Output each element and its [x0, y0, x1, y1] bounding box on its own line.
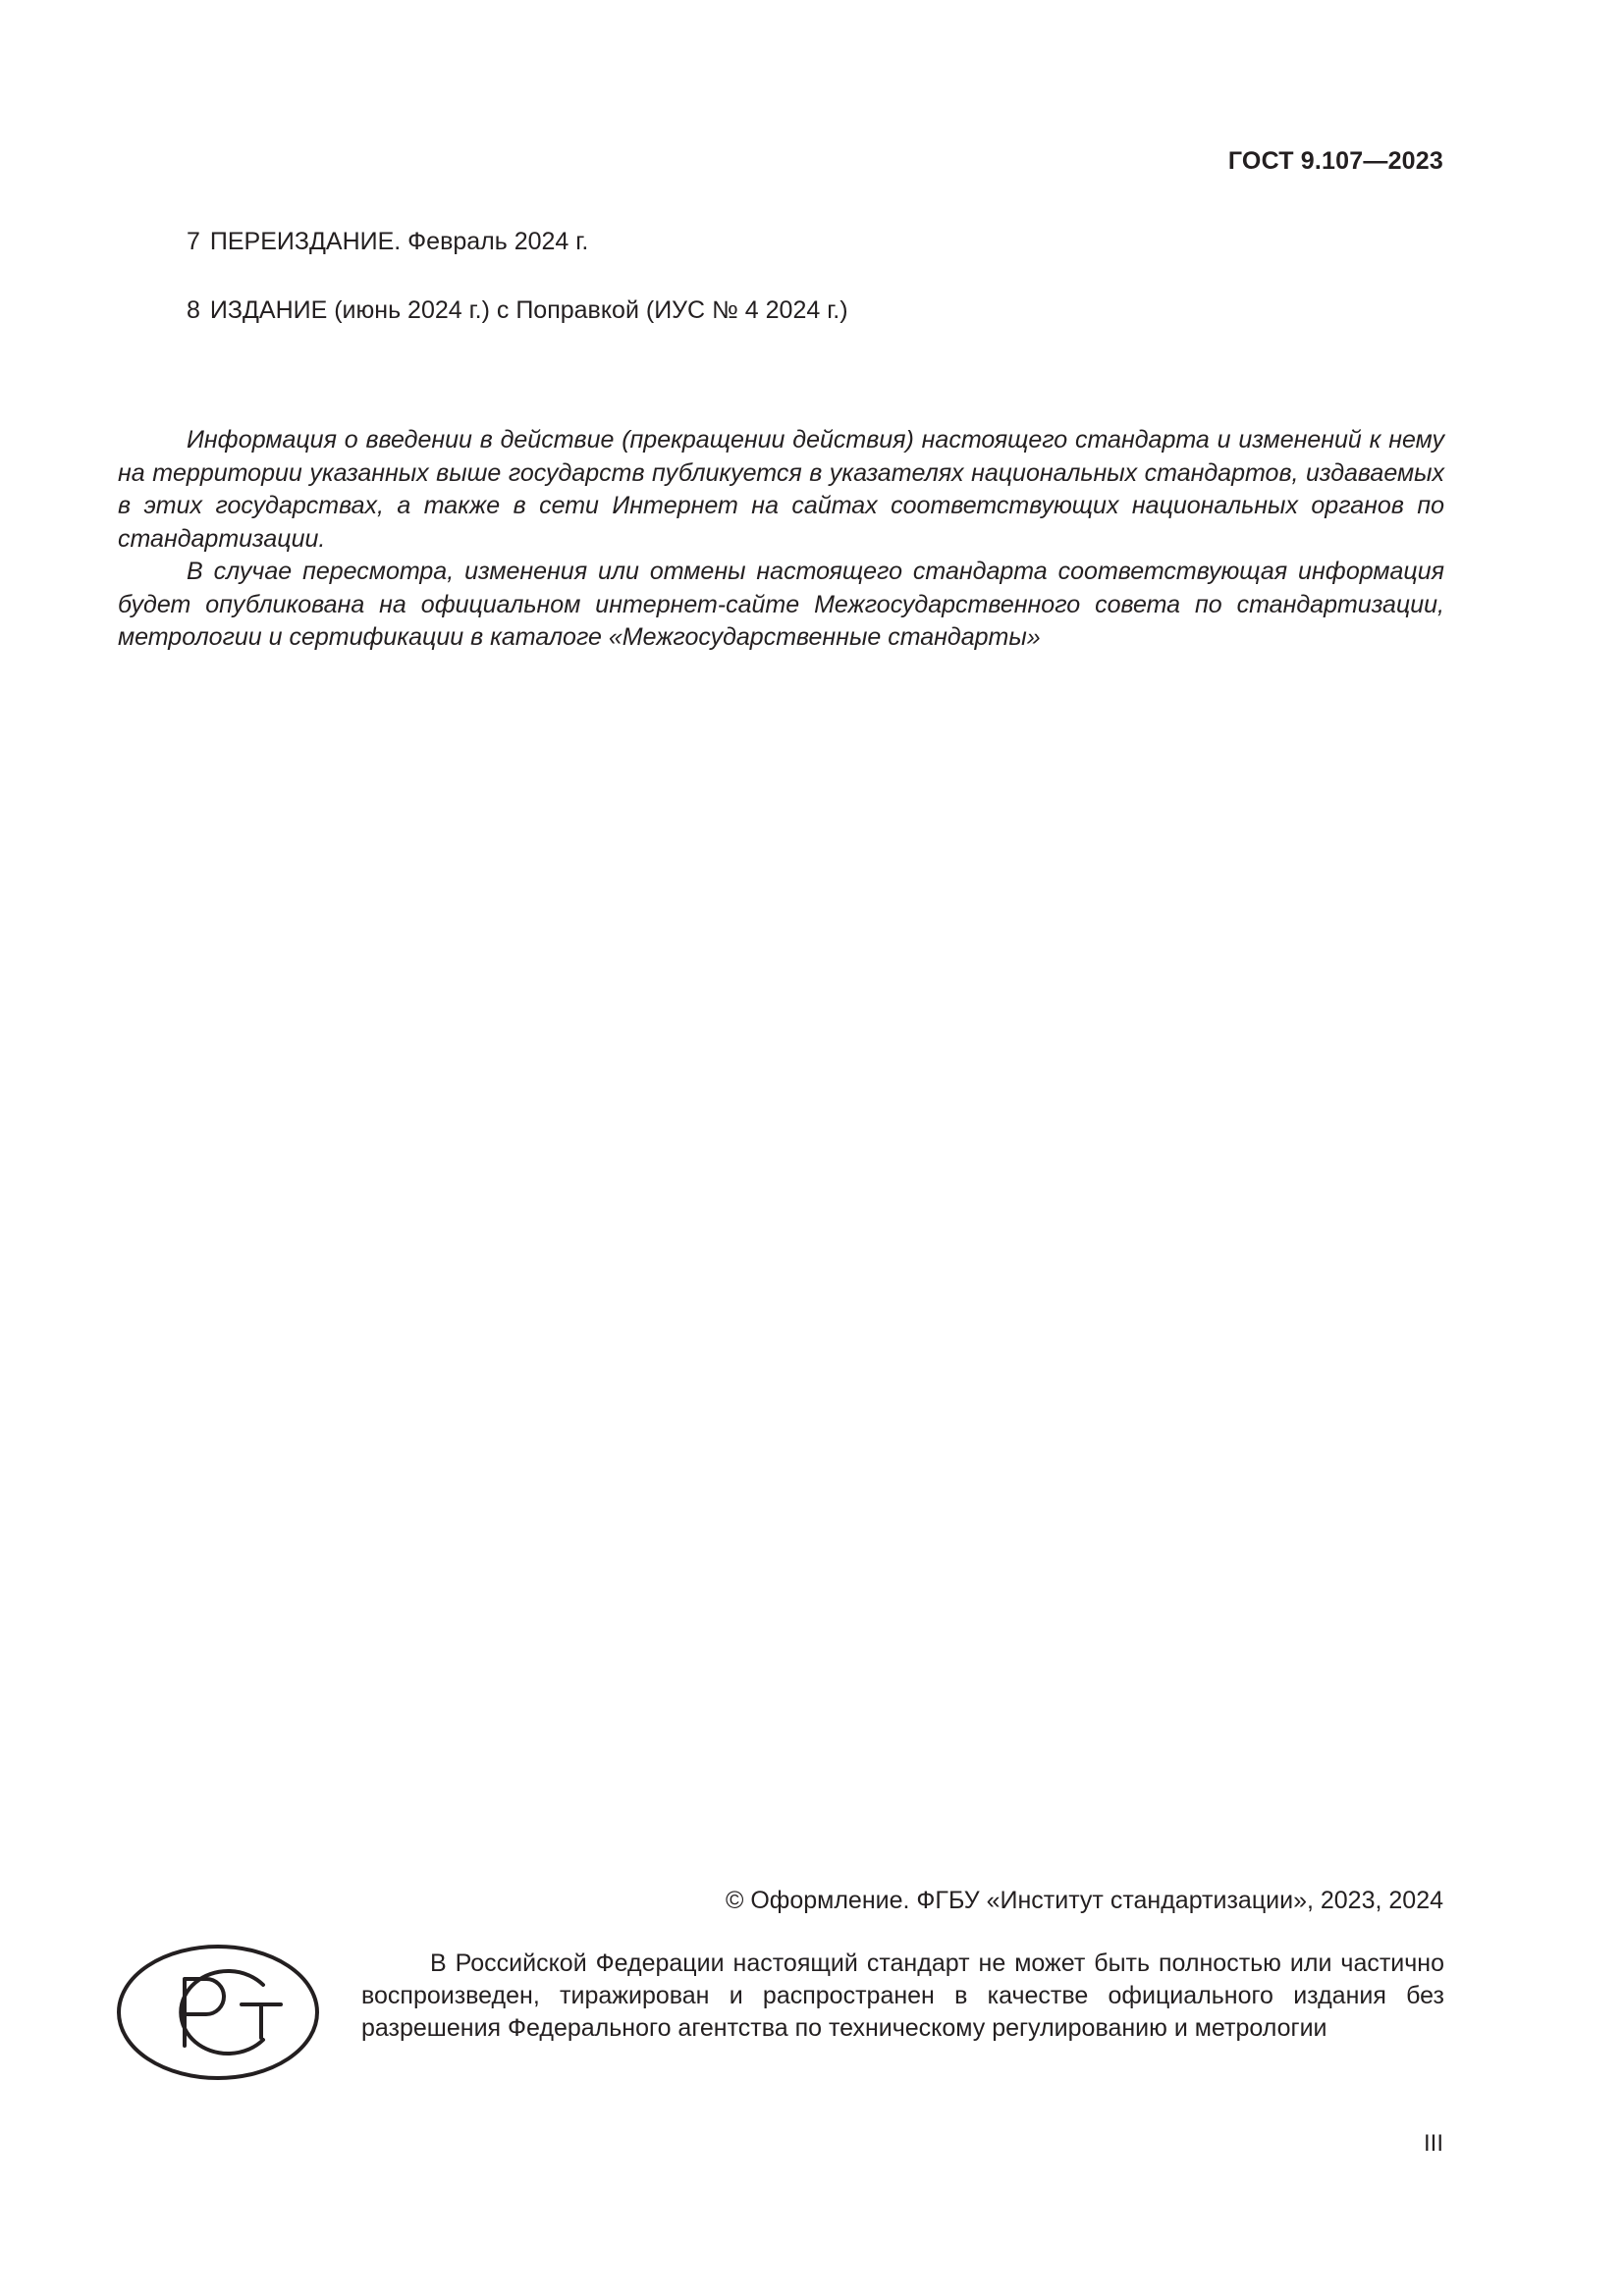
edition-text: ИЗДАНИЕ (июнь 2024 г.) с Поправкой (ИУС № 4 2024 г.) — [209, 296, 848, 324]
info-paragraph: Информация о введении в действие (прекращении действия) настоящего стандарта и изменений к нему на территории указанных выше государств публикуется в указателях национальных стандартов, издаваемых в этих государствах, а также в сети Интернет на сайтах соответствующих национальных органов по стандартизации. — [118, 426, 1444, 553]
edition-item — [187, 296, 848, 325]
rst-certification-mark-icon — [116, 1944, 320, 2081]
standard-code: ГОСТ 9.107—2023 — [1227, 147, 1443, 175]
rights-notice: В Российской Федерации настоящий стандарт не может быть полностью или частично воспроизведен, тиражирован и распространен в качестве официального издания без разрешения Федерального агентства по техническому регулированию и метрологии — [361, 1949, 1444, 2042]
info-block — [118, 424, 1444, 655]
logo-text: РСТ — [218, 2012, 220, 2013]
edition-text: ПЕРЕИЗДАНИЕ. Февраль 2024 г. — [209, 228, 589, 255]
edition-number: 8 — [187, 296, 200, 324]
edition-item — [187, 228, 588, 256]
page-number: III — [1423, 2130, 1443, 2157]
edition-number: 7 — [187, 228, 200, 255]
copyright-notice: © Оформление. ФГБУ «Институт стандартизации», 2023, 2024 — [725, 1887, 1443, 1914]
info-paragraph: В случае пересмотра, изменения или отмены настоящего стандарта соответствующая информация будет опубликована на официальном интернет-сайте Межгосударственного совета по стандартизации, метрологии и сертификации в каталоге «Межгосударственные стандарты» — [118, 558, 1444, 651]
